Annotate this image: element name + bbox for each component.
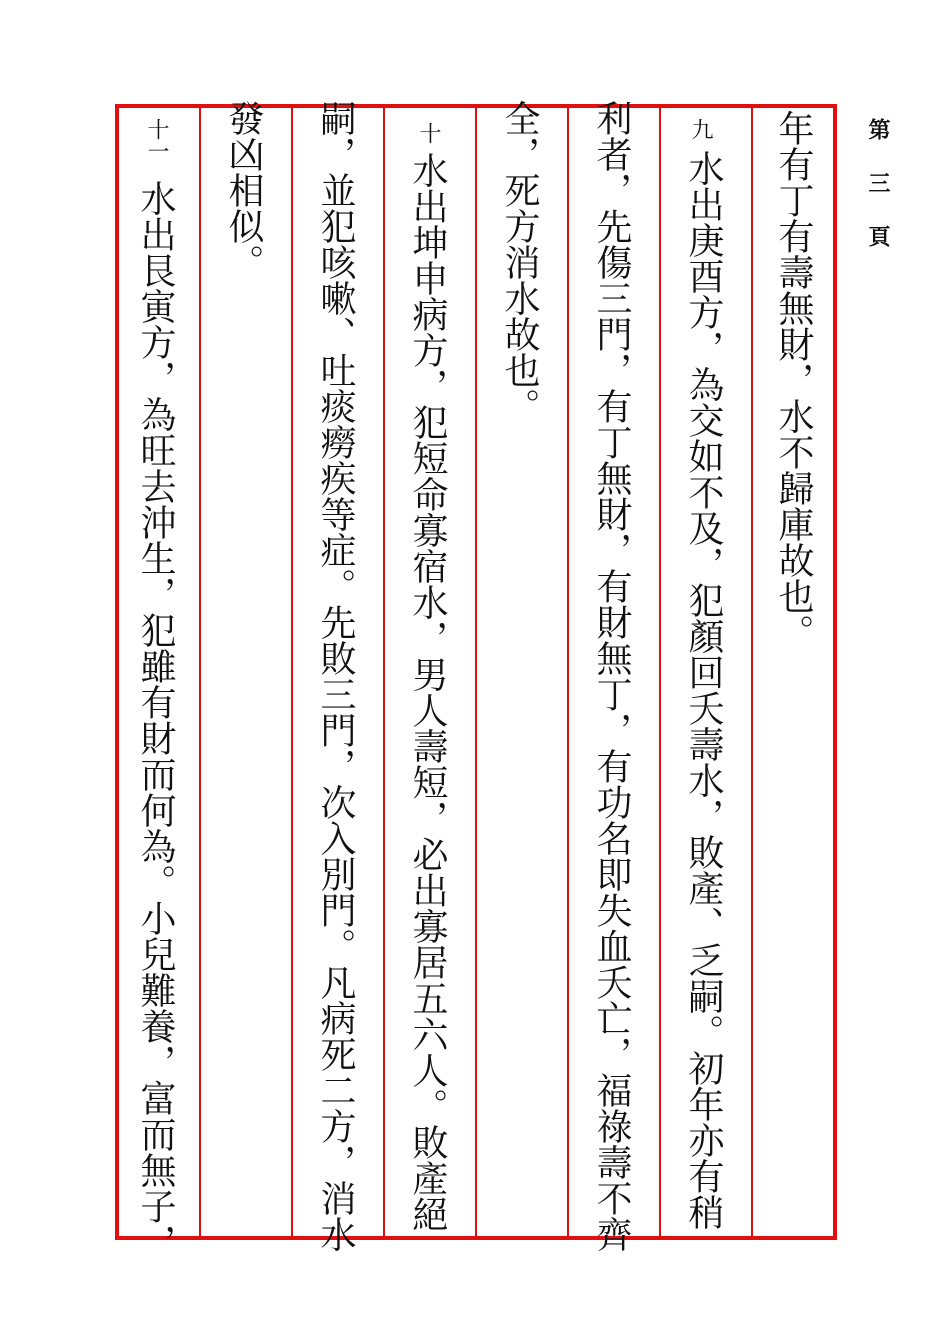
text-frame (115, 100, 837, 1260)
column-rule (383, 108, 385, 1236)
text-column: 利者，先傷三門，有丁無財，有財無丁，有功名即失血夭亡，福祿壽不齊 (591, 100, 632, 1252)
column-rule (475, 108, 477, 1236)
page-label: 第 三 頁 (865, 118, 891, 260)
column-rule (567, 108, 569, 1236)
text-column: 水出庚酉方，為交如不及，犯顏回夭壽水，敗產、乏嗣。初年亦有稍 (683, 150, 724, 1230)
column-rule (659, 108, 661, 1236)
item-number: 十一 (144, 118, 169, 162)
text-column: 水出艮寅方，為旺去沖生，犯雖有財而何為。小兒難養，富而無子， (135, 180, 176, 1260)
item-number: 九 (688, 118, 713, 140)
item-number: 十 (416, 122, 441, 144)
text-column: 嗣，並犯咳嗽、吐痰癆疾等症。先敗三門，次入別門。凡病死二方，消水 (315, 100, 356, 1252)
text-column: 水出坤申病方，犯短命寡宿水，男人壽短，必出寡居五六人。敗產絕 (407, 152, 448, 1232)
column-rule (291, 108, 293, 1236)
column-rule (751, 108, 753, 1236)
column-rule (199, 108, 201, 1236)
text-column: 年有丁有壽無財，水不歸庫故也。 (773, 110, 814, 650)
text-column: 全，死方消水故也。 (499, 100, 540, 424)
text-column: 發凶相似。 (223, 100, 264, 280)
